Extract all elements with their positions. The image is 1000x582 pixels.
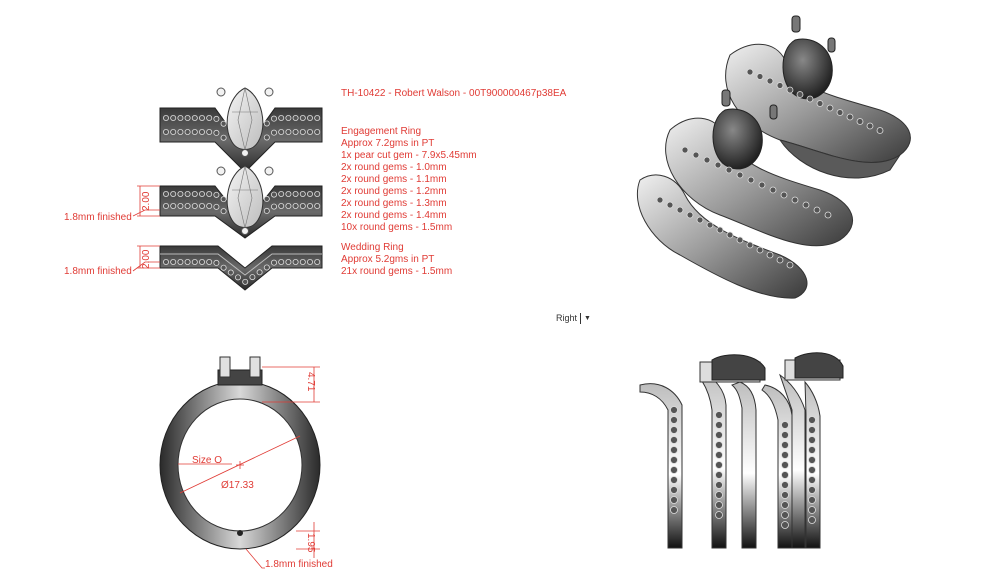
round-gem bbox=[221, 197, 226, 202]
round-gem bbox=[782, 432, 789, 439]
pear-gem bbox=[227, 88, 263, 150]
engagement-line: 2x round gems - 1.0mm bbox=[341, 162, 447, 173]
round-gem bbox=[792, 197, 798, 203]
round-gem bbox=[228, 270, 233, 275]
round-gem bbox=[803, 202, 809, 208]
wedding-line: Approx 5.2gms in PT bbox=[341, 254, 435, 265]
round-gem bbox=[199, 259, 204, 264]
round-gem bbox=[671, 487, 678, 494]
round-gem bbox=[716, 452, 723, 459]
round-gem bbox=[300, 115, 305, 120]
round-gem bbox=[671, 427, 678, 434]
round-gem bbox=[279, 191, 284, 196]
round-gem bbox=[264, 265, 269, 270]
round-gem bbox=[163, 129, 168, 134]
round-gem bbox=[264, 208, 269, 213]
viewport-label[interactable] bbox=[556, 311, 591, 325]
round-gem bbox=[171, 203, 176, 208]
engagement-line: 10x round gems - 1.5mm bbox=[341, 222, 453, 233]
round-gem bbox=[716, 482, 723, 489]
round-gem bbox=[207, 203, 212, 208]
round-gem bbox=[221, 265, 226, 270]
side-viewport[interactable] bbox=[600, 330, 1000, 582]
finished-label-1: 1.8mm finished bbox=[64, 212, 132, 223]
round-gem bbox=[207, 115, 212, 120]
round-gem bbox=[300, 259, 305, 264]
round-gem bbox=[221, 209, 226, 214]
round-gem bbox=[163, 259, 168, 264]
round-gem bbox=[827, 105, 833, 111]
round-gem bbox=[207, 129, 212, 134]
round-gem bbox=[315, 129, 320, 134]
round-gem bbox=[782, 502, 789, 509]
round-gem bbox=[716, 442, 723, 449]
round-gem bbox=[300, 129, 305, 134]
round-gem bbox=[809, 497, 816, 504]
engagement-line: 2x round gems - 1.2mm bbox=[341, 186, 447, 197]
round-gem bbox=[717, 227, 723, 233]
prong bbox=[250, 357, 260, 377]
round-gem bbox=[809, 477, 816, 484]
round-gem bbox=[286, 191, 291, 196]
engagement-line: Approx 7.2gms in PT bbox=[341, 138, 435, 149]
round-gem bbox=[716, 422, 723, 429]
round-gem bbox=[693, 152, 699, 158]
round-gem bbox=[192, 259, 197, 264]
perspective-drawing bbox=[600, 0, 1000, 300]
round-gem bbox=[814, 207, 820, 213]
round-gem bbox=[782, 512, 789, 519]
round-gem bbox=[737, 237, 743, 243]
round-gem bbox=[178, 259, 183, 264]
round-gem bbox=[747, 242, 753, 248]
round-gem bbox=[770, 187, 776, 193]
round-gem bbox=[782, 452, 789, 459]
prong bbox=[220, 357, 230, 377]
round-gem bbox=[716, 462, 723, 469]
height-dim-2: 2.00 bbox=[141, 249, 152, 269]
prong bbox=[722, 90, 730, 106]
wedding-line: 21x round gems - 1.5mm bbox=[341, 266, 453, 277]
round-gem bbox=[809, 437, 816, 444]
round-gem bbox=[214, 130, 219, 135]
round-gem bbox=[264, 196, 269, 201]
wedding-ring-top bbox=[160, 246, 322, 290]
round-gem bbox=[185, 191, 190, 196]
round-gem bbox=[782, 462, 789, 469]
round-gem bbox=[707, 222, 713, 228]
round-gem bbox=[667, 202, 673, 208]
round-gem bbox=[293, 115, 298, 120]
wedding-heading: Wedding Ring bbox=[341, 242, 404, 253]
round-gem bbox=[809, 467, 816, 474]
round-gem bbox=[221, 121, 226, 126]
side-view-drawing bbox=[600, 330, 1000, 582]
round-gem bbox=[877, 128, 883, 134]
round-gem bbox=[847, 114, 853, 120]
round-gem bbox=[671, 407, 678, 414]
engagement-ring-side bbox=[700, 355, 765, 548]
round-gem bbox=[757, 74, 763, 80]
round-gem bbox=[315, 259, 320, 264]
round-gem bbox=[307, 191, 312, 196]
finished-label-2: 1.8mm finished bbox=[64, 266, 132, 277]
prong bbox=[242, 150, 249, 157]
round-gem bbox=[171, 259, 176, 264]
prong bbox=[828, 38, 835, 52]
setting-height-dim: 4.71 bbox=[305, 372, 316, 392]
round-gem bbox=[315, 203, 320, 208]
pear-gem bbox=[227, 166, 263, 228]
round-gem bbox=[185, 129, 190, 134]
round-gem bbox=[307, 259, 312, 264]
round-gem bbox=[657, 197, 663, 203]
front-viewport[interactable] bbox=[0, 330, 420, 582]
round-gem bbox=[782, 422, 789, 429]
chevron-down-icon[interactable]: ▼ bbox=[584, 314, 591, 322]
round-gem bbox=[286, 259, 291, 264]
round-gem bbox=[293, 191, 298, 196]
round-gem bbox=[767, 78, 773, 84]
round-gem bbox=[825, 212, 831, 218]
round-gem bbox=[671, 507, 678, 514]
round-gem bbox=[235, 275, 240, 280]
prong bbox=[217, 88, 225, 96]
round-gem bbox=[671, 447, 678, 454]
prong bbox=[265, 88, 273, 96]
prong bbox=[217, 167, 225, 175]
round-gem bbox=[809, 447, 816, 454]
round-gem bbox=[671, 417, 678, 424]
size-label: Size O bbox=[192, 455, 223, 466]
round-gem bbox=[809, 507, 816, 514]
round-gem bbox=[716, 512, 723, 519]
round-gem bbox=[759, 182, 765, 188]
round-gem bbox=[271, 204, 276, 209]
round-gem bbox=[271, 192, 276, 197]
engagement-ring-top-2 bbox=[160, 166, 322, 238]
round-gem bbox=[199, 129, 204, 134]
round-gem bbox=[697, 217, 703, 223]
round-gem bbox=[782, 472, 789, 479]
round-gem bbox=[178, 191, 183, 196]
round-gem bbox=[777, 83, 783, 89]
round-gem bbox=[809, 517, 816, 524]
round-gem bbox=[279, 259, 284, 264]
engagement-line: 1x pear cut gem - 7.9x5.45mm bbox=[341, 150, 477, 161]
round-gem bbox=[185, 259, 190, 264]
round-gem bbox=[682, 147, 688, 153]
round-gem bbox=[671, 467, 678, 474]
round-gem bbox=[797, 92, 803, 98]
round-gem bbox=[757, 247, 763, 253]
prong bbox=[242, 228, 249, 235]
round-gem bbox=[279, 129, 284, 134]
round-gem bbox=[214, 192, 219, 197]
round-gem bbox=[704, 157, 710, 163]
round-gem bbox=[767, 252, 773, 258]
engagement-line: 2x round gems - 1.3mm bbox=[341, 198, 447, 209]
prong bbox=[770, 105, 777, 119]
round-gem bbox=[192, 203, 197, 208]
round-gem bbox=[716, 412, 723, 419]
round-gem bbox=[293, 203, 298, 208]
round-gem bbox=[257, 270, 262, 275]
round-gem bbox=[782, 522, 789, 529]
round-gem bbox=[214, 116, 219, 121]
round-gem bbox=[178, 115, 183, 120]
round-gem bbox=[250, 274, 255, 279]
round-gem bbox=[727, 232, 733, 238]
round-gem bbox=[782, 442, 789, 449]
round-gem bbox=[192, 115, 197, 120]
engagement-heading: Engagement Ring bbox=[341, 126, 422, 137]
round-gem bbox=[293, 259, 298, 264]
viewport-name: Right bbox=[556, 313, 578, 323]
round-gem bbox=[837, 110, 843, 116]
base-thickness-dim: 1.95 bbox=[305, 533, 316, 553]
round-gem bbox=[671, 477, 678, 484]
round-gem bbox=[787, 262, 793, 268]
round-gem bbox=[286, 203, 291, 208]
round-gem bbox=[787, 87, 793, 93]
round-gem bbox=[671, 437, 678, 444]
ring-front-view bbox=[160, 357, 320, 549]
diameter-label: Ø17.33 bbox=[221, 480, 254, 491]
round-gem bbox=[300, 191, 305, 196]
top-viewport[interactable] bbox=[0, 0, 567, 300]
round-gem bbox=[307, 203, 312, 208]
round-gem bbox=[671, 497, 678, 504]
round-gem bbox=[716, 502, 723, 509]
round-gem bbox=[807, 96, 813, 102]
round-gem bbox=[178, 129, 183, 134]
round-gem bbox=[817, 101, 823, 107]
round-gem bbox=[279, 115, 284, 120]
round-gem bbox=[737, 172, 743, 178]
round-gem bbox=[781, 192, 787, 198]
round-gem bbox=[178, 203, 183, 208]
round-gem bbox=[199, 203, 204, 208]
round-gem bbox=[671, 457, 678, 464]
round-gem bbox=[716, 472, 723, 479]
round-gem bbox=[293, 129, 298, 134]
round-gem bbox=[192, 191, 197, 196]
round-gem bbox=[185, 115, 190, 120]
round-gem bbox=[726, 167, 732, 173]
round-gem bbox=[271, 130, 276, 135]
round-gem bbox=[214, 204, 219, 209]
round-gem bbox=[315, 115, 320, 120]
round-gem bbox=[300, 203, 305, 208]
engagement-line: 2x round gems - 1.4mm bbox=[341, 210, 447, 221]
round-gem bbox=[809, 417, 816, 424]
height-dim-1: 2.00 bbox=[141, 191, 152, 211]
round-gem bbox=[677, 207, 683, 213]
round-gem bbox=[867, 123, 873, 129]
round-gem bbox=[199, 115, 204, 120]
round-gem bbox=[315, 191, 320, 196]
round-gem bbox=[207, 191, 212, 196]
perspective-viewport[interactable] bbox=[600, 0, 1000, 300]
prong bbox=[792, 16, 800, 32]
round-gem bbox=[809, 487, 816, 494]
round-gem bbox=[286, 129, 291, 134]
finished-label-3: 1.8mm finished bbox=[265, 559, 333, 570]
round-gem bbox=[857, 119, 863, 125]
round-gem bbox=[715, 162, 721, 168]
round-gem bbox=[286, 115, 291, 120]
round-gem bbox=[271, 116, 276, 121]
drawing-title: TH-10422 - Robert Walson - 00T900000467p38EA bbox=[341, 88, 567, 99]
round-gem bbox=[748, 177, 754, 183]
round-gem bbox=[192, 129, 197, 134]
round-gem bbox=[716, 432, 723, 439]
engagement-line: 2x round gems - 1.1mm bbox=[341, 174, 447, 185]
round-gem bbox=[185, 203, 190, 208]
round-gem bbox=[221, 135, 226, 140]
prong bbox=[265, 167, 273, 175]
round-gem bbox=[279, 203, 284, 208]
round-gem bbox=[243, 279, 248, 284]
round-gem bbox=[782, 492, 789, 499]
round-gem bbox=[307, 115, 312, 120]
round-gem bbox=[199, 191, 204, 196]
round-gem bbox=[716, 492, 723, 499]
round-gem bbox=[163, 191, 168, 196]
separator bbox=[580, 313, 581, 324]
ring-set-side bbox=[762, 353, 843, 548]
round-gem bbox=[163, 203, 168, 208]
round-gem bbox=[214, 260, 219, 265]
round-gem bbox=[163, 115, 168, 120]
round-gem bbox=[777, 257, 783, 263]
engagement-ring-top-1 bbox=[160, 88, 322, 172]
round-gem bbox=[307, 129, 312, 134]
round-gem bbox=[171, 115, 176, 120]
round-gem bbox=[747, 69, 753, 75]
round-gem bbox=[264, 135, 269, 140]
round-gem bbox=[171, 129, 176, 134]
round-gem bbox=[687, 212, 693, 218]
round-gem bbox=[264, 121, 269, 126]
round-gem bbox=[809, 427, 816, 434]
round-gem bbox=[809, 457, 816, 464]
round-gem bbox=[782, 482, 789, 489]
round-gem bbox=[171, 191, 176, 196]
round-gem bbox=[271, 260, 276, 265]
round-gem bbox=[207, 259, 212, 264]
